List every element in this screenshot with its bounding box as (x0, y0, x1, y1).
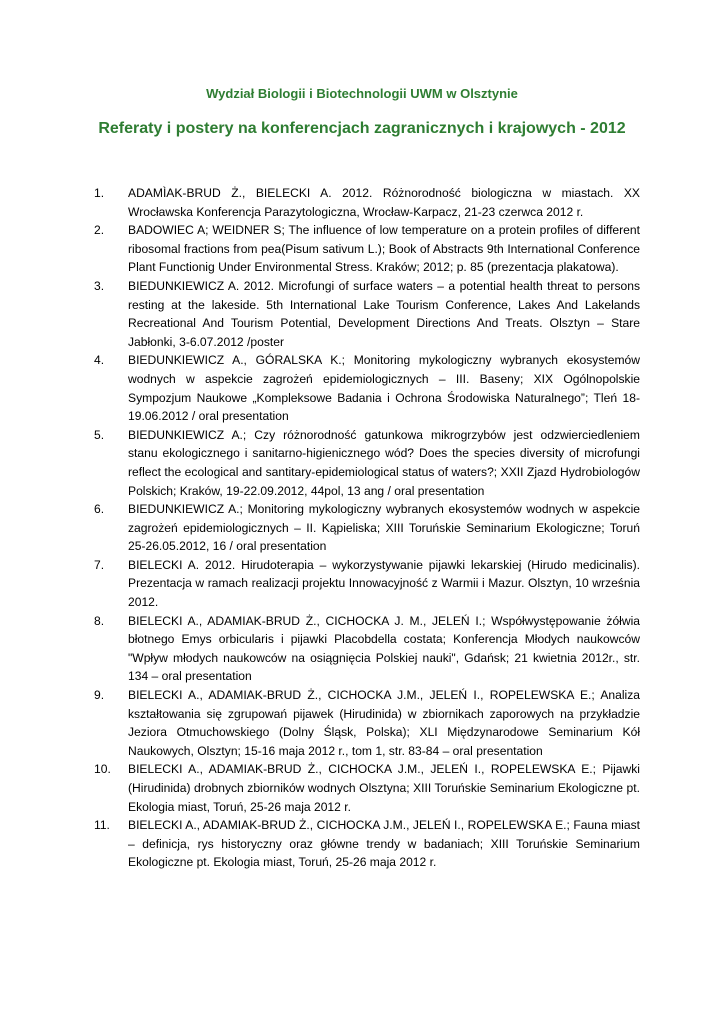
list-item (94, 277, 640, 351)
list-item (94, 760, 640, 816)
list-item-text: BIEDUNKIEWICZ A., GÓRALSKA K.; Monitoring mykologiczny wybranych ekosystemów wodnych w aspekcie zagrożeń epidemiologicznych – III. Baseny; XIX Ogólnopolskie Sympozjum Naukowe „Kompleksowe Badania i Ochrona Środowiska Naturalnego”; Tleń 18-19.06.2012 / oral presentation (128, 353, 640, 424)
list-item-text: BIELECKI A., ADAMIAK-BRUD Ż., CICHOCKA J.M., JELEŃ I., ROPELEWSKA E.; Fauna miast – definicja, rys historyczny oraz główne trendy w badaniach; XIII Toruńskie Seminarium Ekologiczne pt. Ekologia miast, Toruń, 25-26 maja 2012 r. (128, 818, 640, 870)
list-item-number: 9. (94, 688, 105, 703)
list-item-text: BIELECKI A., ADAMIAK-BRUD Ż., CICHOCKA J.M., JELEŃ I., ROPELEWSKA E.; Pijawki (Hirudinida) drobnych zbiorników wodnych Olsztyna; XIII Toruńskie Seminarium Ekologiczne pt. Ekologia miast, Toruń, 25-26 maja 2012 r. (128, 762, 640, 814)
list-item-text: BIEDUNKIEWICZ A.; Monitoring mykologiczny wybranych ekosystemów wodnych w aspekcie zagrożeń epidemiologicznych – II. Kąpieliska; XIII Toruńskie Seminarium Ekologiczne; Toruń 25-26.05.2012, 16 / oral presentation (128, 502, 640, 554)
list-item-number: 7. (94, 557, 105, 572)
reference-list (94, 184, 640, 872)
list-item (94, 426, 640, 500)
list-item (94, 184, 640, 221)
list-item-number: 5. (94, 427, 105, 442)
list-item-text: BIELECKI A., ADAMIAK-BRUD Ż., CICHOCKA J. M., JELEŃ I.; Współwystępowanie żółwia błotnego Emys orbicularis i pijawki Placobdella costata; Konferencja Młodych naukowców "Wpływ młodych naukowców na osiągnięcia Polskiej nauki", Gdańsk; 21 kwietnia 2012r., str. 134 – oral presentation (128, 613, 640, 684)
list-item-number: 10. (94, 762, 111, 777)
list-item-number: 6. (94, 502, 105, 517)
list-item (94, 500, 640, 556)
list-item-text: BIELECKI A., ADAMIAK-BRUD Ż., CICHOCKA J.M., JELEŃ I., ROPELEWSKA E.; Analiza kształtowania się zgrupowań pijawek (Hirudinida) w zbiornikach zaporowych na przykładzie Jeziora Otmuchowskiego (Dolny Śląsk, Polska); XLI Międzynarodowe Seminarium Kół Naukowych, Olsztyn; 15-16 maja 2012 r., tom 1, str. 83-84 – oral presentation (128, 688, 640, 758)
list-item-number: 11. (94, 818, 110, 833)
list-item (94, 686, 640, 760)
list-item (94, 612, 640, 686)
list-item-text: BIEDUNKIEWICZ A.; Czy różnorodność gatunkowa mikrogrzybów jest odzwierciedleniem stanu ekologicznego i sanitarno-higienicznego wód? Does the species diversity of microfungi reflect the ecological and santitary-epidemiological status of waters?; XXII Zjazd Hydrobiologów Polskich; Kraków, 19-22.09.2012, 44pol, 13 ang / oral presentation (128, 427, 640, 498)
list-item (94, 221, 640, 277)
list-item-text: BIELECKI A. 2012. Hirudoterapia – wykorzystywanie pijawki lekarskiej (Hirudo medicinalis). Prezentacja w ramach realizacji projektu Innowacyjność z Warmii i Mazur. Olsztyn, 10 września 2012. (128, 557, 640, 610)
list-item-text: BIEDUNKIEWICZ A. 2012. Microfungi of surface waters – a potential health threat to persons resting at the lakeside. 5th International Lake Tourism Conference, Lakes And Lakelands Recreational And Tourism Potential, Development Directions And Treats. Olsztyn – Stare Jabłonki, 3-6.07.2012 /poster (128, 278, 640, 349)
list-item (94, 556, 640, 612)
list-item (94, 816, 640, 872)
list-item-text: ADAMÌAK-BRUD Ż., BIELECKI A. 2012. Różnorodność biologiczna w miastach. XX Wrocławska Konferencja Parazytologiczna, Wrocław-Karpacz, 21-23 czerwca 2012 r. (128, 186, 640, 219)
list-item-number: 1. (94, 186, 105, 200)
list-item-number: 8. (94, 613, 105, 628)
list-item-number: 3. (94, 278, 105, 293)
page-title: Referaty i postery na konferencjach zagranicznych i krajowych - 2012 (98, 120, 626, 137)
list-item (94, 351, 640, 425)
list-item-number: 4. (94, 353, 105, 368)
faculty-heading: Wydział Biologii i Biotechnologii UWM w Olsztynie (206, 86, 518, 101)
list-item-text: BADOWIEC A; WEIDNER S; The influence of low temperature on a protein profiles of different ribosomal fractions from pea(Pisum sativum L.); Book of Abstracts 9th International Conference Plant Functionig Under Environmental Stress. Kraków; 2012; p. 85 (prezentacja plakatowa). (128, 223, 640, 275)
list-item-number: 2. (94, 223, 105, 238)
